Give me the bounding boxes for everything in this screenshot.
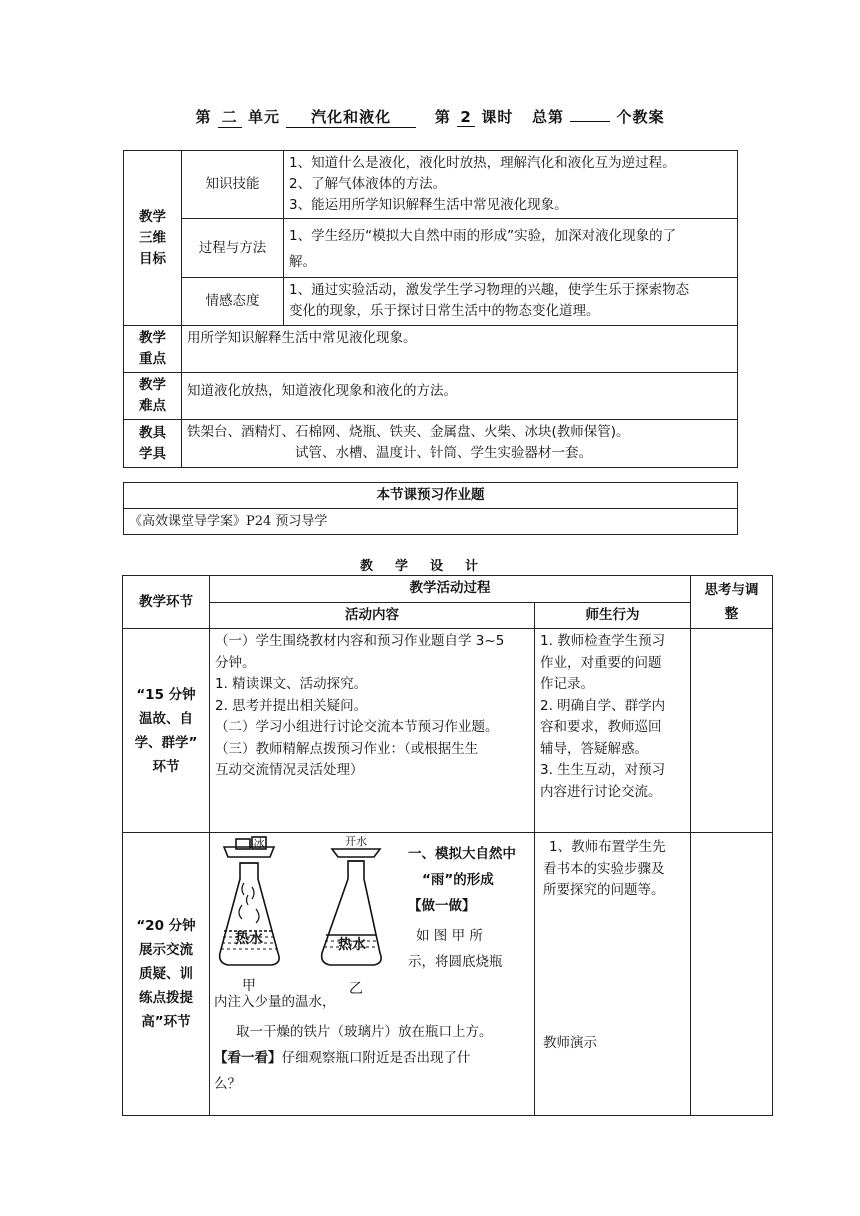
goal-line: 3、能运用所学知识解释生活中常见液化现象。 <box>289 197 568 213</box>
stage-line: 高”环节 <box>141 1014 191 1030</box>
flask-a-water-label: 热水 <box>235 931 263 947</box>
lesson-number: 2 <box>457 108 475 127</box>
title-text: 单元 <box>247 108 280 126</box>
content-line: 2. 思考并提出相关疑问。 <box>215 697 368 714</box>
ice-label: 冰 <box>253 837 265 850</box>
look-label: 【看一看】 <box>214 1050 282 1066</box>
experiment-heading <box>408 841 530 975</box>
difficulty-content: 知道液化放热，知道液化现象和液化的方法。 <box>182 373 738 420</box>
hot-water-dish-label: 开水 <box>345 835 367 848</box>
header-process: 教学活动过程 <box>210 576 691 603</box>
preview-table <box>123 482 738 535</box>
lesson-plan-title <box>0 106 860 128</box>
preview-content: 《高效课堂导学案》P24 预习导学 <box>124 509 738 535</box>
goals-main-label: 教学 三维 目标 <box>124 151 182 326</box>
header-content: 活动内容 <box>210 602 535 629</box>
title-text: 总第 <box>532 108 565 126</box>
behavior-block <box>543 837 686 902</box>
content-line: （一）学生围绕教材内容和预习作业题自学 3~5 <box>215 633 505 649</box>
behavior-line: 作业，对重要的问题 <box>540 654 662 671</box>
topic-name: 汽化和液化 <box>286 106 416 128</box>
content-line: 分钟。 <box>215 654 256 671</box>
behavior-line: 1、教师布置学生先 <box>549 839 666 855</box>
goal-line: 1、知道什么是液化，液化时放热，理解汽化和液化互为逆过程。 <box>289 155 676 171</box>
header-behavior: 师生行为 <box>535 602 691 629</box>
behavior-line: 容和要求，教师巡回 <box>540 719 662 735</box>
difficulty-label: 教学 难点 <box>124 373 182 420</box>
behavior-line: 3. 生生互动，对预习 <box>540 762 666 778</box>
stage-1-reflect <box>691 629 773 833</box>
stage-1-behavior <box>535 629 691 833</box>
tools-line: 铁架台、酒精灯、石棉网、烧瓶、铁夹、金属盘、火柴、冰块(教师保管)。 <box>187 424 630 440</box>
stage-line: “15 分钟 <box>136 686 196 703</box>
stage-1-content <box>210 629 535 833</box>
goal-line: 1、通过实验活动，激发学生学习物理的兴趣，使学生乐于探索物态 <box>289 282 690 298</box>
goal-line: 变化的现象，乐于探讨日常生活中的物态变化道理。 <box>289 303 600 319</box>
experiment-title-line: 一、模拟大自然中 <box>408 846 516 862</box>
goal-label: 过程与方法 <box>182 219 284 278</box>
goal-content <box>284 151 738 219</box>
experiment-figure <box>214 835 406 1007</box>
title-text: 第 <box>195 108 212 126</box>
header-reflect: 思考与调 整 <box>691 576 773 629</box>
experiment-text: 么？ <box>214 1076 241 1092</box>
flask-b-water-label: 热水 <box>338 937 366 953</box>
stage-line: 质疑、训 <box>139 966 193 982</box>
behavior-line: 辅导，答疑解惑。 <box>540 740 648 757</box>
stage-line: 环节 <box>152 758 180 775</box>
behavior-line: 看书本的实验步骤及 <box>543 860 665 877</box>
design-table <box>122 575 773 1116</box>
behavior-line: 所要探究的问题等。 <box>543 882 665 898</box>
goal-content <box>284 219 738 278</box>
content-line: 互动交流情况灵活处理） <box>215 762 364 778</box>
experiment-text: 取一干燥的铁片（玻璃片）放在瓶口上方。 <box>236 1024 493 1040</box>
preview-title: 本节课预习作业题 <box>124 483 738 509</box>
stage-2-behavior <box>535 833 691 1116</box>
goal-label: 情感态度 <box>182 278 284 326</box>
focus-label: 教学 重点 <box>124 326 182 373</box>
teacher-demo-label: 教师演示 <box>543 1035 597 1051</box>
experiment-title-line: “雨”的形成 <box>422 872 494 888</box>
tools-label: 教具 学具 <box>124 420 182 468</box>
total-number <box>570 107 610 122</box>
experiment-text: 示，将圆底烧瓶 <box>408 954 503 970</box>
do-label: 【做一做】 <box>408 898 476 914</box>
unit-number: 二 <box>218 106 242 128</box>
goal-line: 2、了解气体液体的方法。 <box>289 176 447 192</box>
stage-line: “20 分钟 <box>136 918 196 934</box>
header-stage: 教学环节 <box>123 576 210 629</box>
goal-line: 1、学生经历“模拟大自然中雨的形成”实验，加深对液化现象的了 <box>289 228 677 244</box>
content-line: （三）教师精解点拨预习作业：（或根据生生 <box>215 740 479 757</box>
experiment-body <box>214 989 532 1097</box>
behavior-line: 作记录。 <box>540 676 594 692</box>
content-line: 1. 精读课文、活动探究。 <box>215 676 368 692</box>
focus-content: 用所学知识解释生活中常见液化现象。 <box>182 326 738 373</box>
content-line: （二）学习小组进行讨论交流本节预习作业题。 <box>215 719 499 735</box>
stage-2-content <box>210 833 535 1116</box>
title-text: 个教案 <box>616 108 665 126</box>
flask-a-label: 甲 <box>242 978 256 994</box>
stage-1-label <box>123 629 210 833</box>
tools-line: 试管、水槽、温度计、针筒、学生实验器材一套。 <box>295 445 592 461</box>
flask-b-label: 乙 <box>349 981 363 997</box>
goal-line: 解。 <box>289 254 316 270</box>
title-text: 第 <box>434 108 451 126</box>
tools-content <box>182 420 738 468</box>
behavior-line: 内容进行讨论交流。 <box>540 783 662 800</box>
stage-line: 温故、自 <box>139 710 193 727</box>
behavior-line: 1. 教师检查学生预习 <box>540 633 666 649</box>
goal-content <box>284 278 738 326</box>
experiment-text: 如 图 甲 所 <box>416 928 483 944</box>
stage-2-reflect <box>691 833 773 1116</box>
behavior-line: 2. 明确自学、群学内 <box>540 697 666 714</box>
stage-line: 展示交流 <box>139 942 193 958</box>
stage-2-label <box>123 833 210 1116</box>
experiment-text: 仔细观察瓶口附近是否出现了什 <box>281 1050 471 1066</box>
title-text: 课时 <box>481 108 514 126</box>
stage-line: 练点拨提 <box>139 990 193 1006</box>
design-title: 教学设计 <box>359 559 500 574</box>
experiment-text: 内注入少量的温水， <box>214 994 336 1010</box>
goals-table <box>123 150 738 468</box>
goal-label: 知识技能 <box>182 151 284 219</box>
stage-line: 学、群学” <box>134 734 198 751</box>
